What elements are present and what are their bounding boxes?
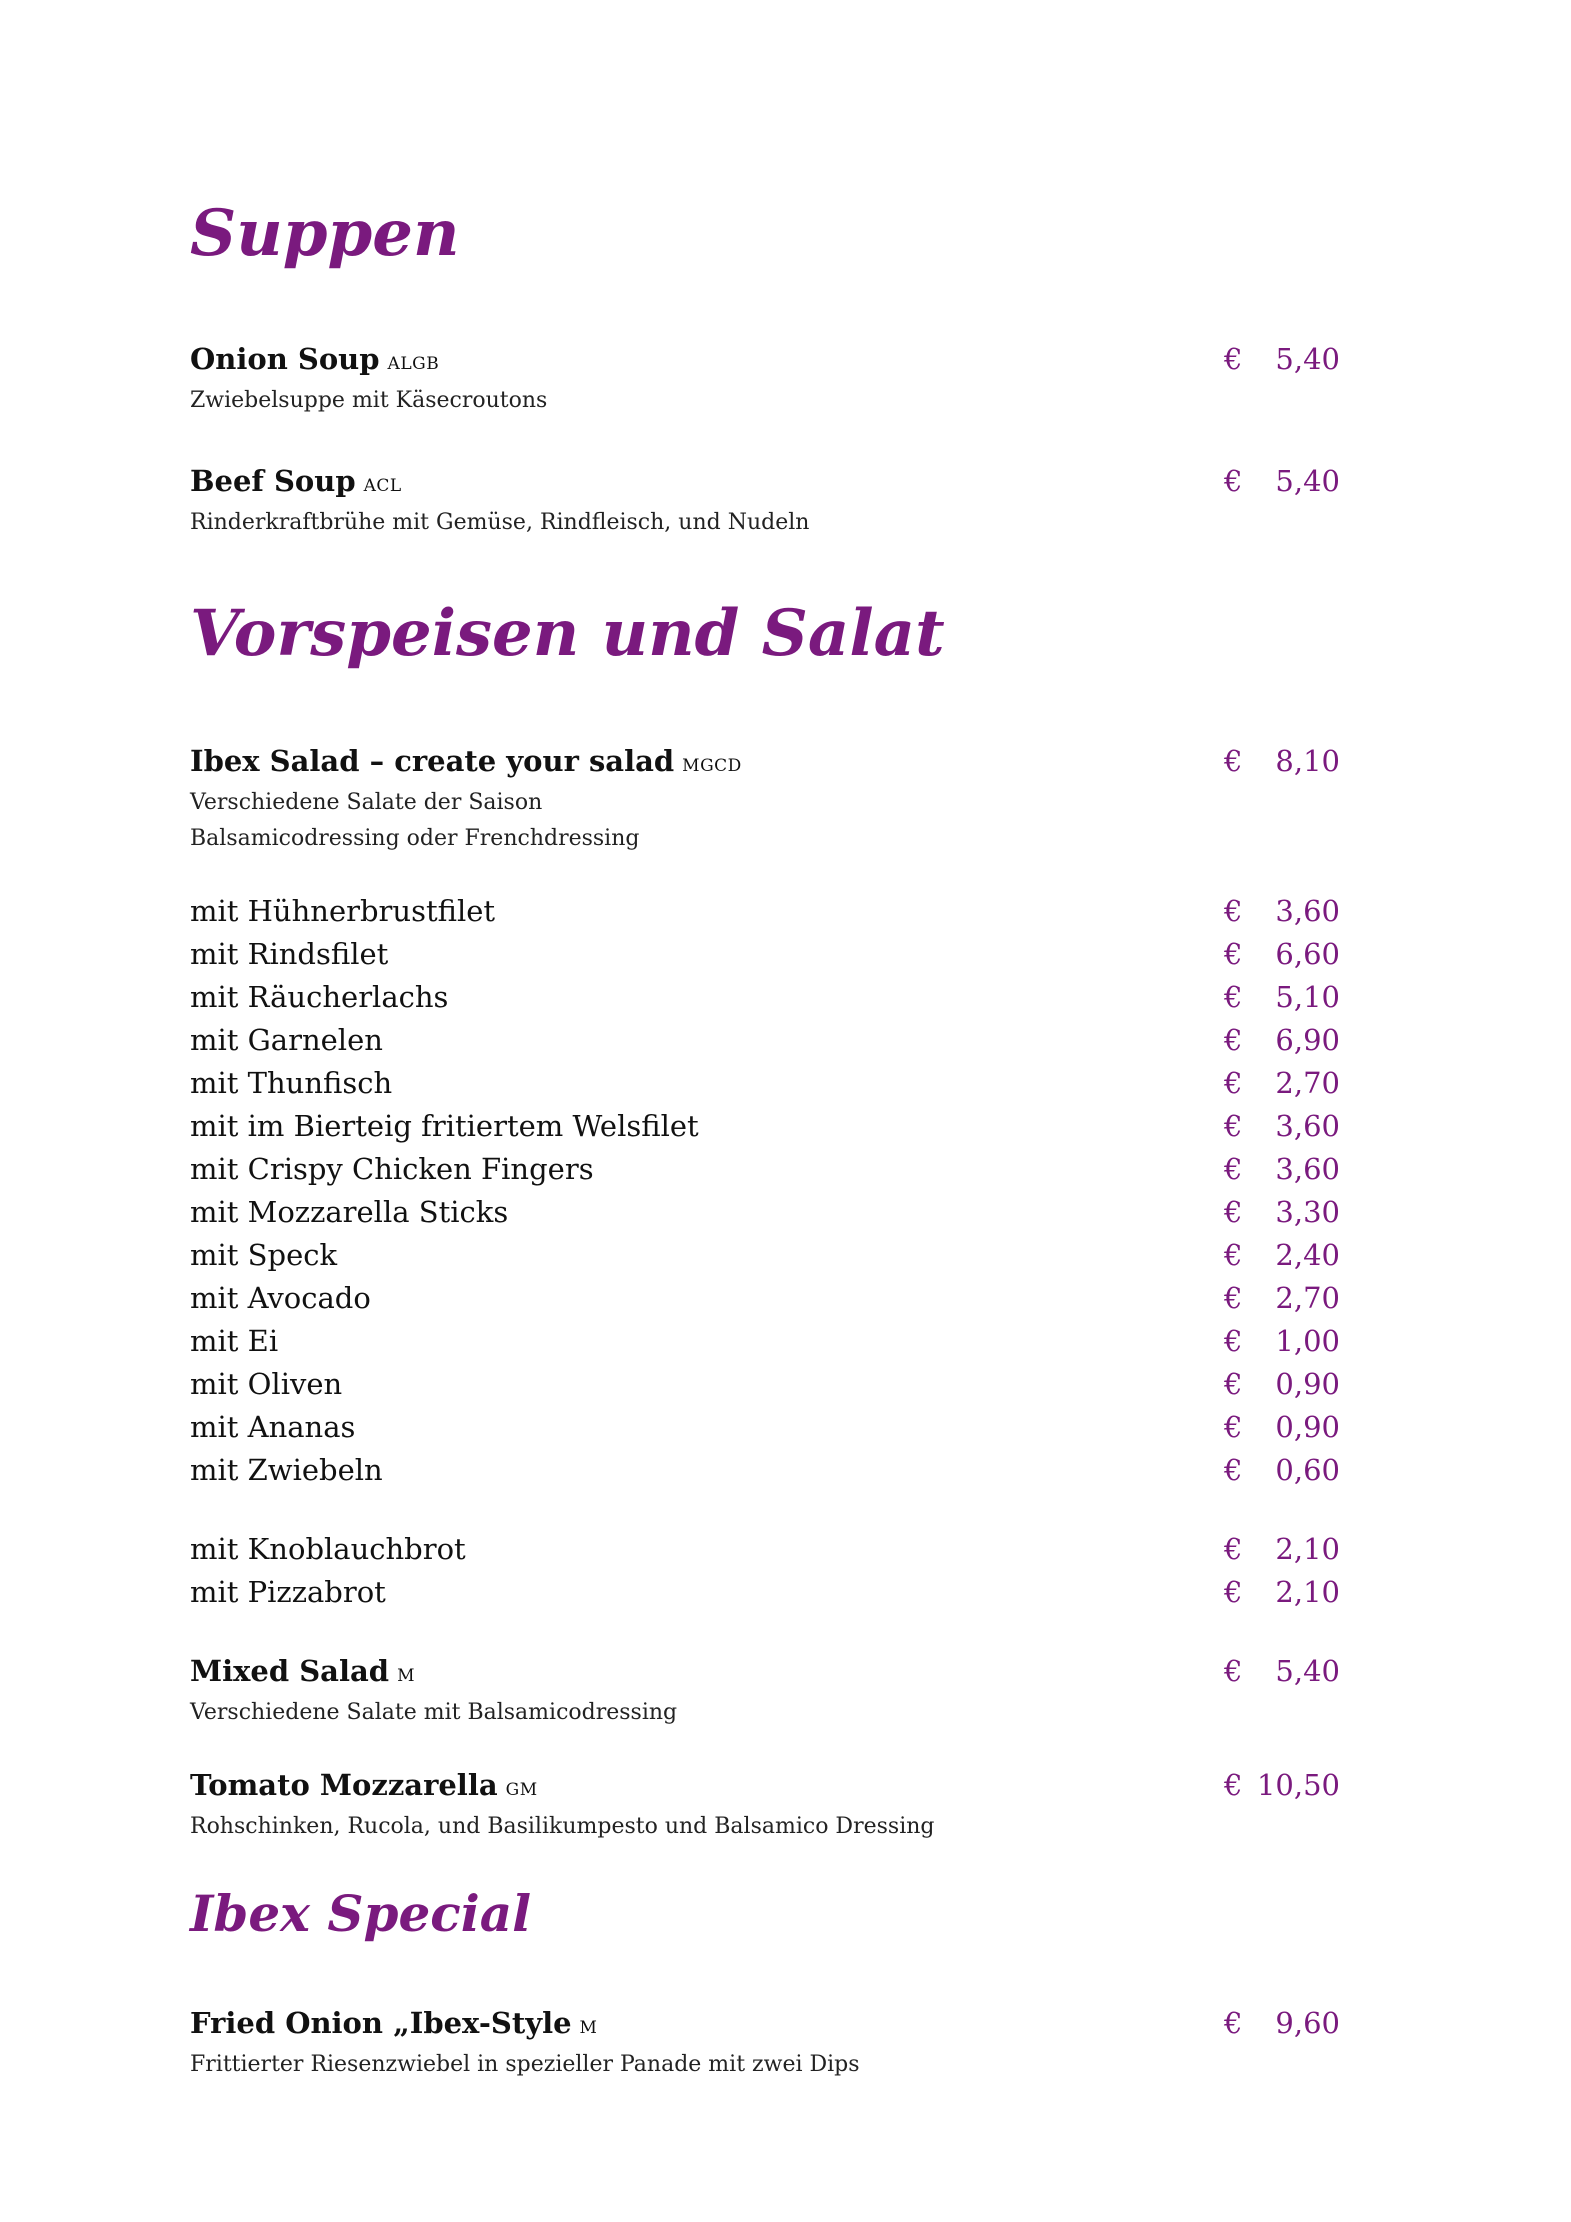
item-fried-onion-desc: Frittierter Riesenzwiebel in spezieller Panade mit zwei Dips <box>190 2052 860 2077</box>
euro-sign: € <box>1224 937 1243 971</box>
addon-label: mit Pizzabrot <box>190 1575 386 1609</box>
addon-label: mit Rindsfilet <box>190 937 389 971</box>
allergen-codes: GM <box>505 1780 538 1800</box>
item-mixed-salad-price: 5,40 <box>1275 1654 1340 1688</box>
item-ibex-salad-desc: Balsamicodressing oder Frenchdressing <box>190 826 640 851</box>
addon-price: 5,10 <box>1275 980 1340 1014</box>
item-onion-soup-title: Onion Soup ALGB <box>190 342 440 376</box>
euro-sign: € <box>1224 894 1243 928</box>
item-beef-soup-desc: Rinderkraftbrühe mit Gemüse, Rindfleisch, und Nudeln <box>190 510 810 535</box>
addon-price: 0,60 <box>1275 1453 1340 1487</box>
euro-sign: € <box>1224 1453 1243 1487</box>
addon-label: mit Garnelen <box>190 1023 383 1057</box>
euro-sign: € <box>1224 1324 1243 1358</box>
euro-sign: € <box>1224 1281 1243 1315</box>
euro-sign: € <box>1224 1768 1243 1802</box>
item-tomato-mozzarella-price: 10,50 <box>1256 1768 1340 1802</box>
addon-price: 2,10 <box>1275 1575 1340 1609</box>
item-beef-soup-title: Beef Soup ACL <box>190 464 402 498</box>
addon-label: mit Zwiebeln <box>190 1453 383 1487</box>
addon-label: mit Knoblauchbrot <box>190 1532 466 1566</box>
addon-label: mit Ananas <box>190 1410 356 1444</box>
euro-sign: € <box>1224 1109 1243 1143</box>
addon-price: 6,60 <box>1275 937 1340 971</box>
addon-price: 2,40 <box>1275 1238 1340 1272</box>
section-heading-suppen: Suppen <box>190 196 460 271</box>
euro-sign: € <box>1224 1532 1243 1566</box>
euro-sign: € <box>1224 744 1243 778</box>
section-heading-vorspeisen: Vorspeisen und Salat <box>190 596 945 671</box>
addon-price: 3,60 <box>1275 1152 1340 1186</box>
addon-price: 0,90 <box>1275 1410 1340 1444</box>
allergen-codes: M <box>397 1666 415 1686</box>
allergen-codes: ACL <box>363 476 402 496</box>
euro-sign: € <box>1224 1195 1243 1229</box>
euro-sign: € <box>1224 1410 1243 1444</box>
addon-price: 2,10 <box>1275 1532 1340 1566</box>
addon-label: mit Räucherlachs <box>190 980 449 1014</box>
addon-label: mit Crispy Chicken Fingers <box>190 1152 594 1186</box>
item-fried-onion-price: 9,60 <box>1275 2006 1340 2040</box>
item-tomato-mozzarella-desc: Rohschinken, Rucola, und Basilikumpesto und Balsamico Dressing <box>190 1814 935 1839</box>
euro-sign: € <box>1224 2006 1243 2040</box>
euro-sign: € <box>1224 464 1243 498</box>
item-mixed-salad-desc: Verschiedene Salate mit Balsamicodressing <box>190 1700 678 1725</box>
euro-sign: € <box>1224 980 1243 1014</box>
addon-label: mit Mozzarella Sticks <box>190 1195 509 1229</box>
addon-label: mit im Bierteig fritiertem Welsfilet <box>190 1109 699 1143</box>
item-ibex-salad-title: Ibex Salad – create your salad MGCD <box>190 744 742 778</box>
addon-label: mit Speck <box>190 1238 338 1272</box>
item-beef-soup-price: 5,40 <box>1275 464 1340 498</box>
addon-price: 2,70 <box>1275 1066 1340 1100</box>
euro-sign: € <box>1224 1152 1243 1186</box>
item-mixed-salad-title: Mixed Salad M <box>190 1654 415 1688</box>
allergen-codes: M <box>579 2018 598 2038</box>
addon-price: 3,30 <box>1275 1195 1340 1229</box>
addon-label: mit Oliven <box>190 1367 343 1401</box>
addon-price: 2,70 <box>1275 1281 1340 1315</box>
euro-sign: € <box>1224 1066 1243 1100</box>
addon-price: 1,00 <box>1275 1324 1340 1358</box>
item-onion-soup-desc: Zwiebelsuppe mit Käsecroutons <box>190 388 548 413</box>
item-onion-soup-price: 5,40 <box>1275 342 1340 376</box>
addon-label: mit Ei <box>190 1324 279 1358</box>
addon-price: 3,60 <box>1275 1109 1340 1143</box>
item-tomato-mozzarella-title: Tomato Mozzarella GM <box>190 1768 538 1802</box>
section-heading-ibex-special: Ibex Special <box>190 1884 532 1943</box>
item-ibex-salad-desc: Verschiedene Salate der Saison <box>190 790 543 815</box>
euro-sign: € <box>1224 342 1243 376</box>
addon-price: 3,60 <box>1275 894 1340 928</box>
allergen-codes: MGCD <box>682 756 742 776</box>
euro-sign: € <box>1224 1367 1243 1401</box>
addon-label: mit Hühnerbrustfilet <box>190 894 496 928</box>
allergen-codes: ALGB <box>387 354 440 374</box>
euro-sign: € <box>1224 1575 1243 1609</box>
euro-sign: € <box>1224 1654 1243 1688</box>
item-ibex-salad-price: 8,10 <box>1275 744 1340 778</box>
addon-price: 6,90 <box>1275 1023 1340 1057</box>
addon-price: 0,90 <box>1275 1367 1340 1401</box>
euro-sign: € <box>1224 1023 1243 1057</box>
item-fried-onion-title: Fried Onion „Ibex-Style M <box>190 2006 598 2040</box>
addon-label: mit Thunfisch <box>190 1066 393 1100</box>
euro-sign: € <box>1224 1238 1243 1272</box>
addon-label: mit Avocado <box>190 1281 371 1315</box>
